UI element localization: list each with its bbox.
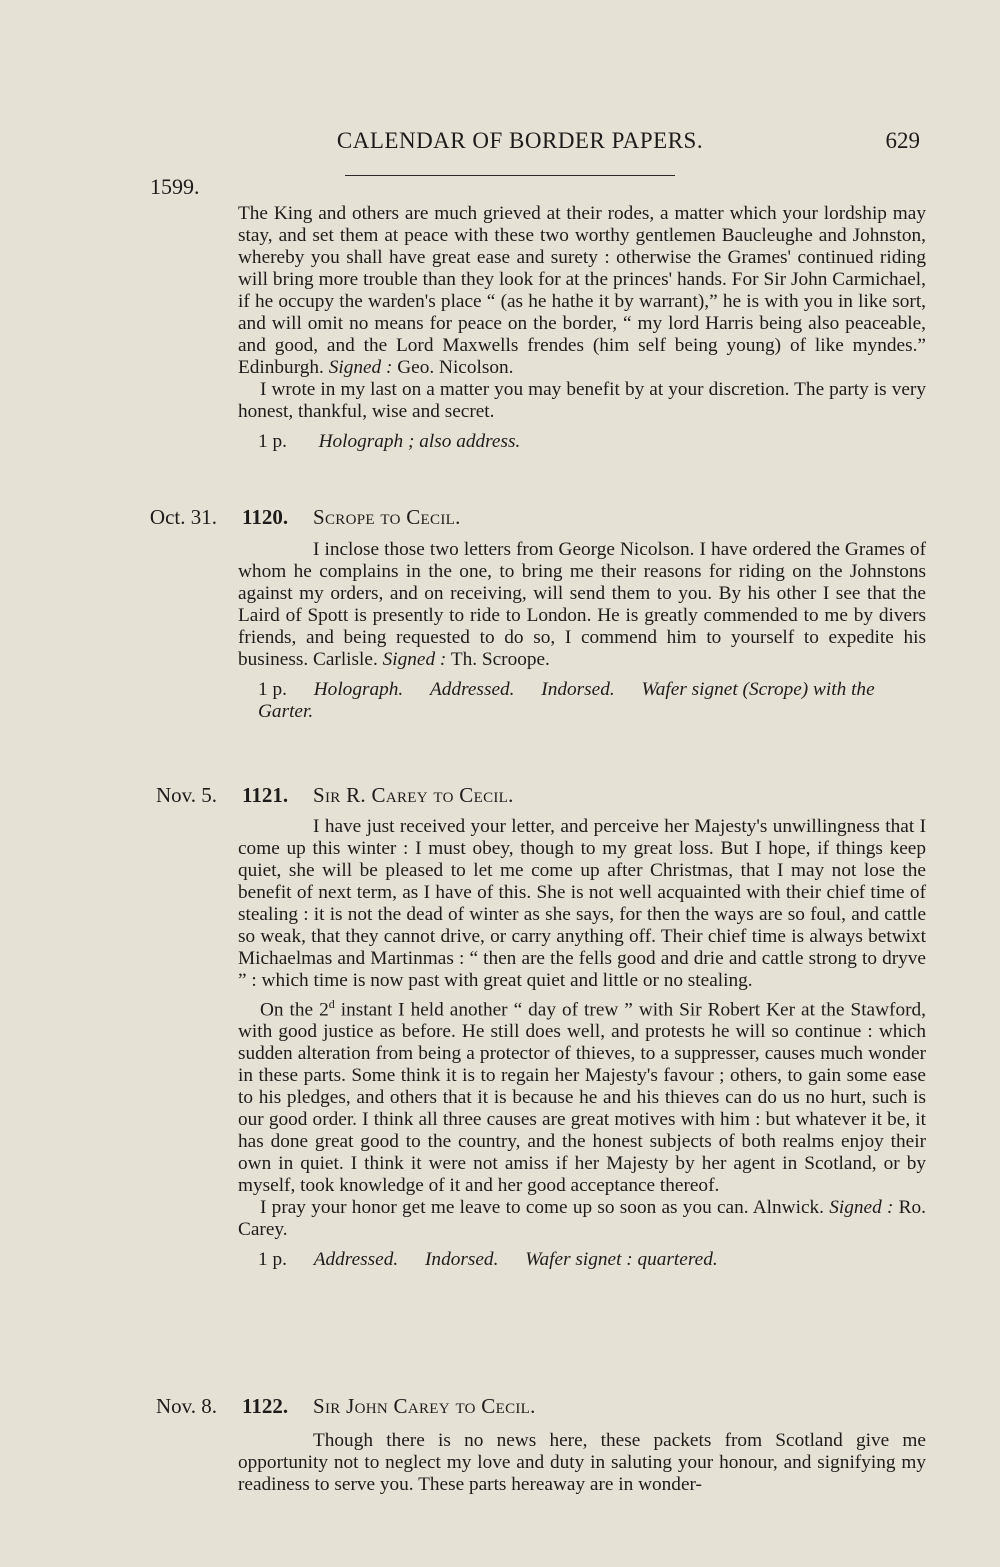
header-rule xyxy=(345,175,675,176)
paragraph: I have just received your letter, and perceive her Majesty's unwillingness that I come up this winter : I must obey, though to my great loss. But I hope, if things keep quiet, she will be pleased to let me come up after Christmas, that I may not lose the benefit of next term, as I have of this. She is not well acquainted with their chief time of stealing : it is not the dead of winter as she says, for then the ways are so foul, and cattle so weak, that they cannot drive, or carry anything off. Their chief time is always betwixt Michaelmas and Martinmas : “ then are the fells good and drie and cattle strong to dryve ” : which time is now past with great quiet and little or no stealing. xyxy=(238,816,926,991)
paragraph-prefix: On the 2 xyxy=(260,999,329,1021)
entry-number: 1122. xyxy=(242,1394,289,1418)
entry-date: Oct. 31. xyxy=(149,505,217,529)
note-text: Holograph ; also address. xyxy=(318,431,521,452)
docket-note xyxy=(258,679,926,723)
running-header xyxy=(0,128,1000,164)
entry-number: 1120. xyxy=(242,505,289,529)
signed-label: Signed : xyxy=(829,1197,894,1219)
entry-heading xyxy=(0,1394,1000,1420)
docket-note xyxy=(258,431,926,453)
entry-date: Nov. 5. xyxy=(155,783,217,807)
paragraph-text: instant I held another “ day of trew ” with Sir Robert Ker at the Stawford, with good justice as before. He still does well, and protests he will so continue : which sudden alteration from being a protector of thieves, to a suppresser, causes much wonder in these parts. Some think it is to regain her Majesty's favour ; others, to gain some ease to his pledges, and others that it is because he and his thieves can do us no hurt, such is our good order. I think all three causes are great motives with him : but whatever it be, it has done great good to the country, and the honest subjects of both realms enjoy their own in quiet. I think it were not amiss if her Majesty by her agent in Scotland, or by myself, took knowledge of it and her good acceptance thereof. xyxy=(238,999,926,1197)
signature: Geo. Nicolson. xyxy=(397,357,514,378)
page-number: 629 xyxy=(885,128,920,153)
note-item: Wafer signet : quartered. xyxy=(525,1249,718,1271)
year-marker: 1599. xyxy=(150,174,200,199)
signed-label: Signed : xyxy=(328,357,393,378)
running-title: CALENDAR OF BORDER PAPERS. xyxy=(336,128,704,153)
paragraph xyxy=(238,993,926,1197)
signed-label: Signed : xyxy=(382,649,447,670)
superscript: d xyxy=(328,997,335,1011)
paragraph-text: I inclose those two letters from George Nicolson. I have ordered the Grames of whom he complains in the one, to bring me their reasons for riding on the Johnstons against my orders, and on receiving, will send them to you. By his other I see that the Laird of Spott is presently to ride to London. He is greatly commended to me by divers friends, and being requested to do so, I commend him to yourself to expedite his business. Carlisle. xyxy=(238,539,926,670)
paragraph: I wrote in my last on a matter you may benefit by at your discretion. The party is very honest, thankful, wise and secret. xyxy=(238,379,926,422)
paragraph: Though there is no news here, these packets from Scotland give me opportunity not to neglect my love and duty in saluting your honour, and signifying my readiness to serve you. These parts hereaway are in wonder- xyxy=(238,1430,926,1495)
entry-heading xyxy=(0,505,1000,531)
entry-body xyxy=(238,816,926,1271)
note-item: Addressed. xyxy=(430,679,515,700)
note-item: Indorsed. xyxy=(425,1249,499,1271)
entry-body xyxy=(238,1430,926,1496)
paragraph-text: I pray your honor get me leave to come up so soon as you can. Alnwick. xyxy=(260,1197,824,1219)
note-item: Addressed. xyxy=(313,1249,399,1271)
note-pages: 1 p. xyxy=(258,431,287,452)
note-pages: 1 p. xyxy=(258,679,287,700)
continued-letter xyxy=(238,203,926,453)
entry-subject: Sir R. Carey to Cecil. xyxy=(313,783,514,807)
note-pages: 1 p. xyxy=(258,1249,287,1271)
paragraph xyxy=(238,1197,926,1241)
paragraph xyxy=(238,539,926,671)
entry-body xyxy=(238,539,926,723)
signature: Th. Scroope. xyxy=(450,649,550,670)
entry-number: 1121. xyxy=(242,783,289,807)
entry-date: Nov. 8. xyxy=(155,1394,217,1418)
signature: Ro. Carey. xyxy=(238,1197,926,1241)
docket-note xyxy=(258,1249,926,1271)
note-item: Indorsed. xyxy=(541,679,615,700)
entry-heading xyxy=(0,783,1000,809)
note-item: Wafer signet (Scrope) with the Garter. xyxy=(258,679,875,722)
paragraph xyxy=(238,203,926,379)
paragraph-text: The King and others are much grieved at their rodes, a matter which your lordship may stay, and set them at peace with these two worthy gentlemen Baucleughe and Johnston, whereby you shall have great ease and surety : otherwise the Grames' continued riding will bring more trouble than they look for at the princes' hands. For Sir John Carmichael, if he occupy the warden's place “ (as he hathe it by warrant),” he is with you in like sort, and will omit no means for peace on the border, “ my lord Harris being also peaceable, and good, and the Lord Maxwells frendes (him self being young) of like myndes.” Edinburgh. xyxy=(238,203,926,378)
entry-subject: Scrope to Cecil. xyxy=(313,505,461,529)
note-item: Holograph. xyxy=(313,679,404,700)
entry-subject: Sir John Carey to Cecil. xyxy=(313,1394,536,1418)
